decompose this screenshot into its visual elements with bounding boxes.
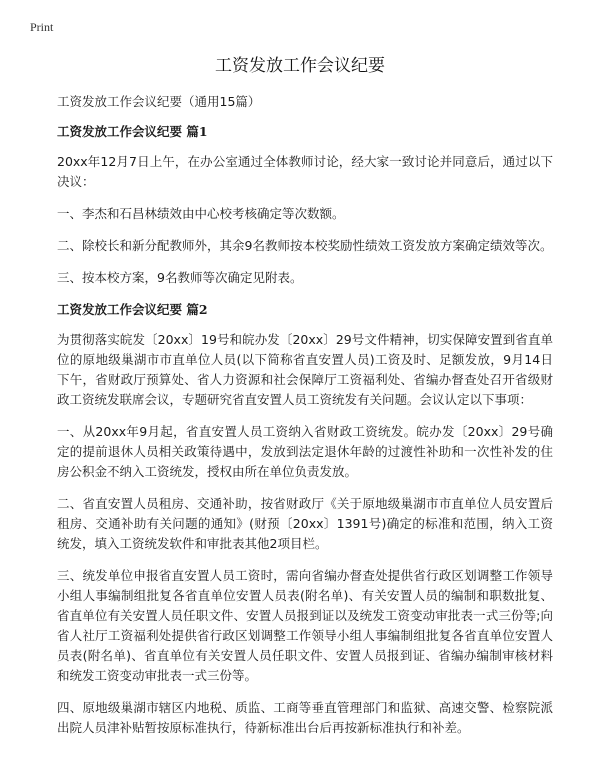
paragraph: 一、李杰和石昌林绩效由中心校考核确定等次数额。: [57, 206, 345, 221]
paragraph: 一、从20xx年9月起，省直安置人员工资纳入省财政工资统发。皖办发〔20xx〕29号确定的提前退休人员相关政策待遇中，发放到法定退休年龄的过渡性补助和一次性补发的住房公积金不纳入工资统发，授权由所在单位负责发放。: [57, 424, 553, 479]
paragraph: 三、按本校方案，9名教师等次确定见附表。: [57, 270, 303, 285]
document-title: 工资发放工作会议纪要: [215, 56, 385, 76]
paragraph: 四、原地级巢湖市辖区内地税、质监、工商等垂直管理部门和监狱、高速交警、检察院派出院人员津补贴暂按原标准执行，待新标准出台后再按新标准执行和补差。: [57, 700, 553, 735]
section-heading: 工资发放工作会议纪要 篇1: [57, 124, 208, 139]
paragraph: 20xx年12月7日上午，在办公室通过全体教师讨论，经大家一致讨论并同意后，通过以下决议：: [57, 154, 553, 189]
document-subtitle: 工资发放工作会议纪要（通用15篇）: [57, 94, 261, 109]
paragraph: 三、统发单位申报省直安置人员工资时，需向省编办督查处提供省行政区划调整工作领导小组人事编制组批复各省直单位安置人员表(附名单)、有关安置人员的编制和职数批复、省直单位有关安置人员任职文件、安置人员报到证以及统发工资变动审批表一式三份等;向省人社厅工资福利处提供省行政区划调整工作领导小组人事编制组批复各省直单位安置人员表(附名单)、省直单位有关安置人员任职文件、安置人员报到证、省编办编制审核材料和统发工资变动审批表一式三份等。: [57, 568, 553, 683]
print-label: Print: [30, 20, 54, 34]
paragraph: 为贯彻落实皖发〔20xx〕19号和皖办发〔20xx〕29号文件精神，切实保障安置到省直单位的原地级巢湖市市直单位人员(以下简称省直安置人员)工资及时、足额发放，9月14日下午，省财政厅预算处、省人力资源和社会保障厅工资福利处、省编办督查处召开省级财政工资统发联席会议，专题研究省直安置人员工资统发有关问题。会议认定以下事项：: [57, 332, 553, 407]
section-heading: 工资发放工作会议纪要 篇2: [57, 302, 208, 317]
document-body: [57, 92, 553, 750]
paragraph: 二、省直安置人员租房、交通补助，按省财政厅《关于原地级巢湖市市直单位人员安置后租房、交通补助有关问题的通知》(财预〔20xx〕1391号)确定的标准和范围，纳入工资统发，填入工资统发软件和审批表其他2项目栏。: [57, 496, 553, 551]
paragraph: 二、除校长和新分配教师外，其余9名教师按本校奖励性绩效工资发放方案确定绩效等次。: [57, 238, 553, 253]
section-1: [57, 122, 553, 288]
section-2: [57, 300, 553, 738]
